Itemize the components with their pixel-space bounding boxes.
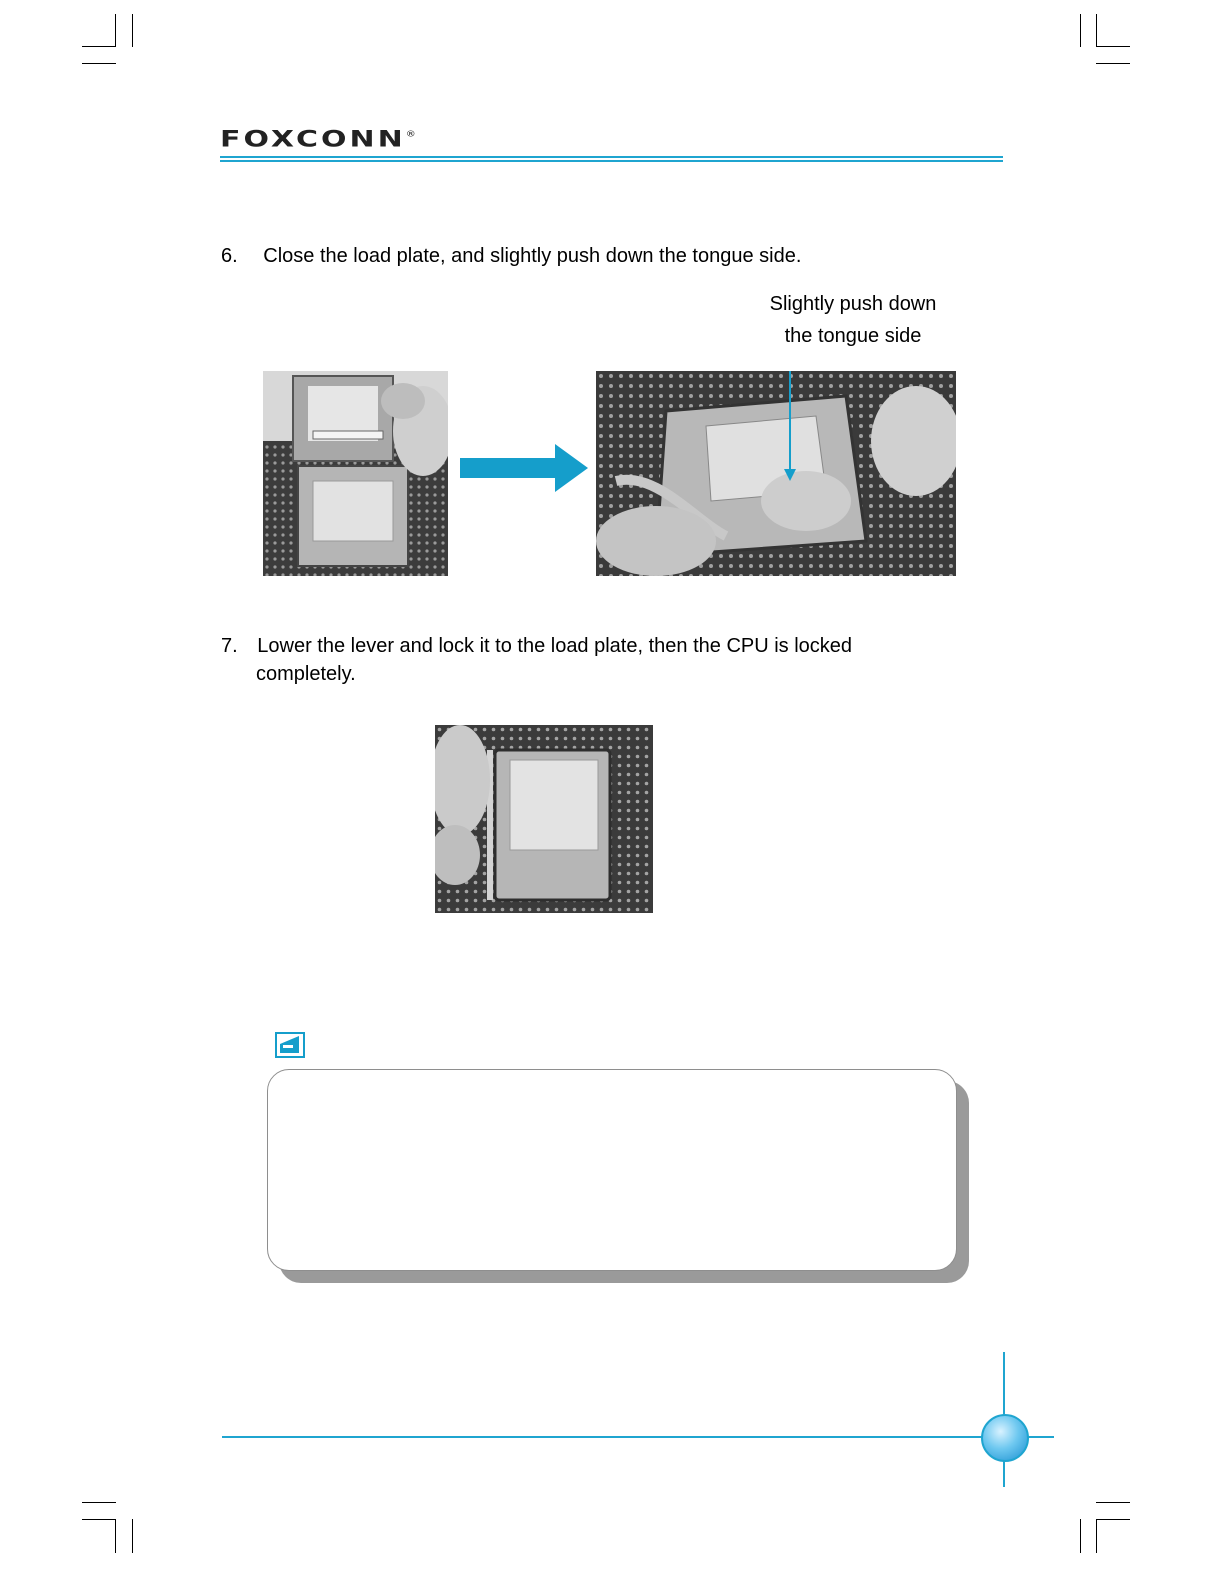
photo-push-tongue-side: [596, 371, 956, 576]
crop-mark: [82, 1502, 116, 1503]
photo-open-load-plate-graphic: [263, 371, 448, 576]
right-arrow-graphic: [460, 444, 590, 492]
step-text-line-1: Lower the lever and lock it to the load plate, then the CPU is locked: [257, 635, 853, 657]
step-number: 6.: [221, 245, 238, 267]
tongue-callout: [748, 288, 958, 352]
step-text: Close the load plate, and slightly push down the tongue side.: [263, 245, 802, 267]
crop-mark: [1096, 1502, 1130, 1503]
crop-mark: [82, 46, 116, 47]
crop-mark: [1096, 14, 1097, 47]
photo-lever-locked-graphic: [435, 725, 653, 913]
crop-mark: [132, 14, 133, 47]
step-number: 7.: [221, 635, 238, 657]
crop-mark: [115, 14, 116, 47]
crop-mark: [1096, 46, 1130, 47]
step-7-line-1: [221, 632, 852, 660]
step-6: [221, 242, 801, 270]
page-number-circle: [981, 1414, 1029, 1462]
step-text-line-2: completely.: [256, 663, 356, 685]
logo-text: FOXCONN: [220, 126, 406, 153]
crop-mark: [82, 1519, 116, 1520]
brand-logo: [220, 126, 419, 152]
registered-mark: ®: [405, 130, 419, 139]
photo-open-load-plate: [263, 371, 448, 576]
crop-mark: [132, 1519, 133, 1553]
footer-rule: [222, 1436, 1054, 1438]
note-icon: [275, 1032, 305, 1063]
crop-mark: [1096, 1519, 1097, 1553]
crop-mark: [1080, 14, 1081, 47]
photo-lever-locked: [435, 725, 653, 913]
note-icon-graphic: [275, 1032, 305, 1058]
crop-mark: [1096, 1519, 1130, 1520]
callout-line-1: Slightly push down: [769, 293, 937, 315]
crop-mark: [82, 63, 116, 64]
header-rule: [220, 156, 1003, 163]
crop-mark: [1080, 1519, 1081, 1553]
step-7: [221, 632, 852, 688]
photo-push-tongue-side-graphic: [596, 371, 956, 576]
crop-mark: [115, 1519, 116, 1553]
callout-line-2: the tongue side: [784, 325, 922, 347]
note-box: [267, 1069, 957, 1271]
crop-mark: [1096, 63, 1130, 64]
right-arrow-icon: [460, 444, 590, 497]
